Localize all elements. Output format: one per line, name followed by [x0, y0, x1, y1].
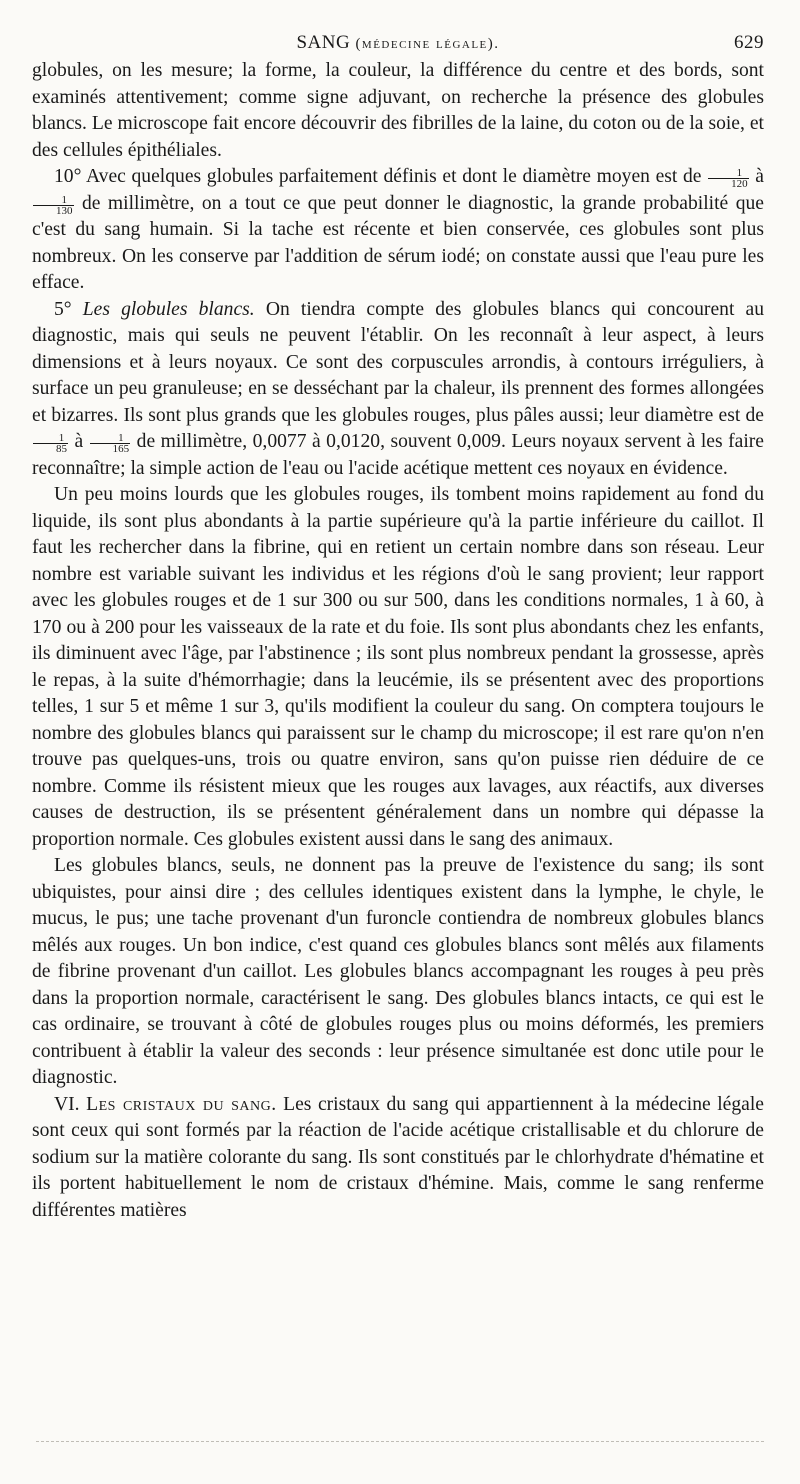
text-run: de millimètre, 0,0077 à 0,0120, souvent 0,009. Leurs noyaux servent à les faire reconnaître; la simple action de l'eau ou l'acide acétique mettent ces noyaux en évidence. [32, 431, 764, 479]
fraction-denominator: 165 [112, 443, 130, 455]
page-body [32, 58, 764, 1224]
running-head [32, 28, 764, 58]
text-run: à [69, 431, 89, 452]
fraction-numerator: 1 [33, 433, 68, 444]
fraction-denominator: 120 [731, 178, 748, 190]
fraction [708, 168, 749, 189]
footer-rule [36, 1441, 764, 1442]
text-run: 10° Avec quelques globules parfaitement définis et dont le diamètre moyen est de [54, 166, 708, 187]
paragraph-globules-seuls: Les globules blancs, seuls, ne donnent pas la preuve de l'existence du sang; ils sont ubiquistes, pour ainsi dire ; des cellules identiques existent dans la lymphe, le chyle, le mucus, le pus; une tache provenant d'un furoncle contiendra de nombreux globules blancs mêlés aux rouges. Un bon indice, c'est quand ces globules blancs sont mêlés aux filaments de fibrine provenant d'un caillot. Les globules blancs accompagnant les rouges à peu près dans la proportion normale, caractérisent le sang. Des globules blancs intacts, ce qui est le cas ordinaire, se trouvant à côté de globules rouges plus ou moins déformés, les premiers contribuent à établir la valeur des seconds : leur présence simultanée est donc utile pour le diagnostic. [32, 855, 764, 1088]
fraction-numerator: 1 [33, 195, 74, 206]
paragraph-moins-lourds: Un peu moins lourds que les globules rouges, ils tombent moins rapidement au fond du liquide, ils sont plus abondants à la partie supérieure qu'à la partie inférieure du caillot. Il faut les rechercher dans la fibrine, qui en retient un certain nombre dans son réseau. Leur nombre est variable suivant les individus et les régions d'où le sang provient; leur rapport avec les globules rouges et de 1 sur 300 ou sur 500, dans les conditions normales, 1 à 60, à 170 ou à 200 pour les vaisseaux de la rate et du foie. Ils sont plus abondants chez les enfants, ils diminuent avec l'âge, par l'abstinence ; ils sont plus nombreux pendant la grossesse, après le repas, à la suite d'hémorrhagie; dans la leucémie, ils se présentent avec des proportions telles, 1 sur 5 et même 1 sur 3, qu'ils modifient la couleur du sang. On comptera toujours le nombre des globules blancs qui paraissent sur le champ du microscope; il est rare qu'on n'en trouve pas quelques-uns, trois ou quatre environ, sans qu'on puisse rien déduire de ce nombre. Comme ils résistent mieux que les rouges aux lavages, aux réactifs, aux diverses causes de destruction, ils se présentent généralement dans un nombre qui dépasse la proportion normale. Ces globules existent aussi dans le sang des animaux. [32, 484, 764, 850]
fraction-numerator: 1 [708, 168, 749, 179]
fraction-numerator: 1 [90, 433, 131, 444]
fraction-denominator: 85 [56, 443, 67, 455]
paragraph-globules-continuation: globules, on les mesure; la forme, la couleur, la différence du centre et des bords, sont examinés attentivement; comme signe adjuvant, on recherche la présence des globules blancs. Le microscope fait encore découvrir des fibrilles de la laine, du coton ou de la soie, et des cellules épithéliales. [32, 60, 764, 161]
running-title-sub: (médecine légale). [355, 36, 500, 52]
page-number: 629 [734, 32, 764, 53]
fraction [33, 433, 68, 454]
text-run: de millimètre, on a tout ce que peut donner le diagnostic, la grande probabilité que c'est du sang humain. Si la tache est récente et bien conservée, ces globules sont plus nombreux. On les conserve par l'addition de sérum iodé; on constate aussi que l'eau pure les efface. [32, 192, 764, 293]
item-number: 5° [54, 298, 83, 320]
fraction [33, 195, 74, 216]
section-number: VI. [54, 1093, 87, 1115]
section-heading-smallcaps: Les cristaux du sang. [86, 1093, 277, 1115]
text-run: Les cristaux du sang qui appartiennent à la médecine légale sont ceux qui sont formés par la réaction de l'acide acétique cristallisable et du chlorure de sodium sur la matière colorante du sang. Ils sont constitués par le chlorhydrate d'hématine et ils portent habituellement le nom de cristaux d'hémine. Mais, comme le sang renferme différentes matières [32, 1093, 764, 1221]
paragraph-item-10 [32, 164, 764, 297]
fraction-denominator: 130 [56, 204, 73, 217]
section-heading-italic: Les globules blancs. [82, 298, 255, 320]
fraction [90, 433, 131, 454]
paragraph-globules-blancs [32, 297, 764, 483]
text-run: On tiendra compte des globules blancs qui concourent au diagnostic, mais qui seuls ne peuvent l'établir. On les reconnaît à leur aspect, à leurs dimensions et à leurs noyaux. Ce sont des corpuscules arrondis, à contours irréguliers, à surface un peu granuleuse; en se desséchant par la chaleur, ils prennent des formes allongées et bizarres. Ils sont plus grands que les globules rouges, plus pâles aussi; leur diamètre est de [32, 298, 765, 426]
text-run: à [749, 166, 764, 187]
paragraph-cristaux-du-sang [32, 1092, 764, 1225]
running-title-main: SANG [296, 32, 351, 53]
running-title [32, 32, 764, 54]
